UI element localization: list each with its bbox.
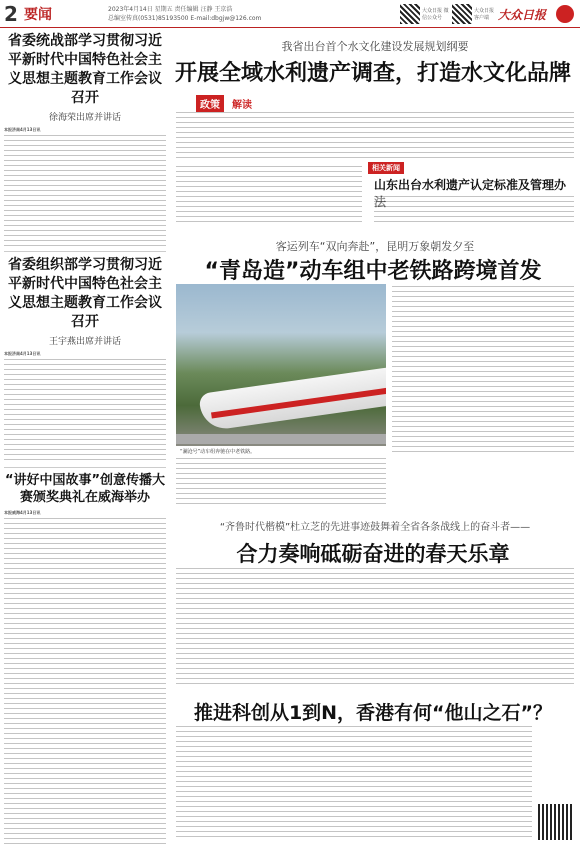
article-headline[interactable]: 省委组织部学习贯彻习近平新时代中国特色社会主义思想主题教育工作会议召开 <box>8 257 162 330</box>
related-headline[interactable]: 山东出台水利遗产认定标准及管理办 <box>374 178 567 192</box>
article-body <box>4 135 166 247</box>
policy-tag-text: 解读 <box>232 100 252 111</box>
qr-code-icon <box>538 804 574 840</box>
main-headline[interactable]: 推进科创从1到N，香港有何“他山之石”？ <box>193 702 553 724</box>
qr-code-icon <box>400 4 420 24</box>
main-headline[interactable]: 开展全域水利遗产调查，打造水文化品牌 <box>174 61 571 86</box>
article-body <box>4 359 166 463</box>
meta-line: 2023年4月14日 星期五 责任编辑 汪静 王京浩 <box>108 6 233 13</box>
divider <box>4 251 166 252</box>
article-body <box>176 166 362 226</box>
page-number: 2 <box>4 2 18 26</box>
related-news-tag: 相关新闻 <box>368 162 404 174</box>
main-headline[interactable]: “青岛造”动车组中老铁路跨境首发 <box>204 259 542 284</box>
article-body <box>374 196 574 226</box>
article-headline[interactable]: “讲好中国故事”创意传播大赛颁奖典礼在威海举办 <box>4 473 166 505</box>
dateline: 本报济南4月13日讯 <box>4 127 41 132</box>
train-photo <box>176 284 386 446</box>
divider <box>4 467 166 468</box>
article-body <box>392 286 574 454</box>
main-headline[interactable]: 合力奏响砥砺奋进的春天乐章 <box>236 542 510 566</box>
kicker: 我省出台首个水文化建设发展规划纲要 <box>281 40 469 53</box>
train-graphic <box>198 366 386 431</box>
masthead <box>0 0 580 28</box>
article-body <box>4 518 166 846</box>
left-column <box>4 32 166 846</box>
page-name: 要闻 <box>24 7 52 23</box>
article-body <box>176 726 532 840</box>
kicker: 客运列车“双向奔赴”，昆明万象朝发夕至 <box>275 240 475 253</box>
article-body <box>176 568 574 688</box>
dateline: 本报济南4月13日讯 <box>4 351 41 356</box>
qr-label: 大众日报 微信公众号 <box>422 8 449 21</box>
qr-code-icon <box>452 4 472 24</box>
kicker: “齐鲁时代楷模”杜立芝的先进事迹鼓舞着全省各条战线上的奋斗者—— <box>219 522 531 533</box>
logo-emblem-icon <box>556 5 574 23</box>
article-subhead: 徐海荣出席并讲话 <box>48 113 121 123</box>
bridge-graphic <box>176 434 386 444</box>
meta-line: 总编室传真(0531)85193500 E-mail:dbgjw@126.com <box>108 15 262 22</box>
qr-label: 大众日报 客户端 <box>474 8 495 21</box>
article-subhead: 王宇燕出席并讲话 <box>48 337 121 347</box>
policy-tag: 政策 <box>196 95 224 112</box>
article-body <box>176 458 386 506</box>
photo-caption: “澜沧号”动车组奔驰在中老铁路。 <box>180 449 256 455</box>
article-body <box>176 112 574 162</box>
newspaper-logo: 大众日报 <box>498 8 547 22</box>
dateline: 本报威海4月13日讯 <box>4 510 41 515</box>
masthead-meta <box>108 5 261 23</box>
article-headline[interactable]: 省委统战部学习贯彻习近平新时代中国特色社会主义思想主题教育工作会议召开 <box>8 33 162 106</box>
